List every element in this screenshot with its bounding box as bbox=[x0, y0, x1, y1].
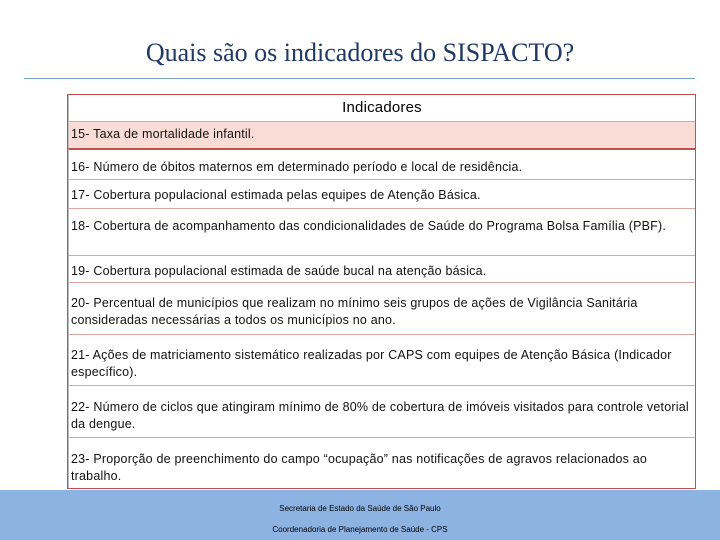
footer-band bbox=[0, 490, 720, 540]
table-row: 15- Taxa de mortalidade infantil. bbox=[68, 121, 695, 148]
table-row: 23- Proporção de preenchimento do campo “ocupação” nas notificações de agravos relacionados ao trabalho. bbox=[68, 437, 695, 488]
page-title: Quais são os indicadores do SISPACTO? bbox=[145, 38, 575, 67]
table-row: 19- Cobertura populacional estimada de saúde bucal na atenção básica. bbox=[68, 255, 695, 282]
table-row: 17- Cobertura populacional estimada pelas equipes de Atenção Básica. bbox=[68, 179, 695, 208]
footer-line-coordenadoria: Coordenadoria de Planejamento de Saúde - CPS bbox=[272, 525, 448, 534]
table-header: Indicadores bbox=[68, 95, 695, 121]
table-row: 18- Cobertura de acompanhamento das condicionalidades de Saúde do Programa Bolsa Família (PBF). bbox=[68, 208, 695, 255]
table-row: 16- Número de óbitos maternos em determinado período e local de residência. bbox=[68, 148, 695, 179]
table-row: 21- Ações de matriciamento sistemático realizadas por CAPS com equipes de Atenção Básica (Indicador específico). bbox=[68, 334, 695, 385]
title-divider bbox=[24, 78, 695, 79]
footer-line-secretaria: Secretaria de Estado da Saúde de São Paulo bbox=[279, 504, 441, 513]
table-row: 22- Número de ciclos que atingiram mínimo de 80% de cobertura de imóveis visitados para controle vetorial da dengue. bbox=[68, 385, 695, 437]
indicators-table bbox=[67, 94, 696, 489]
table-row: 20- Percentual de municípios que realizam no mínimo seis grupos de ações de Vigilância Sanitária consideradas necessárias a todos os municípios no ano. bbox=[68, 282, 695, 334]
